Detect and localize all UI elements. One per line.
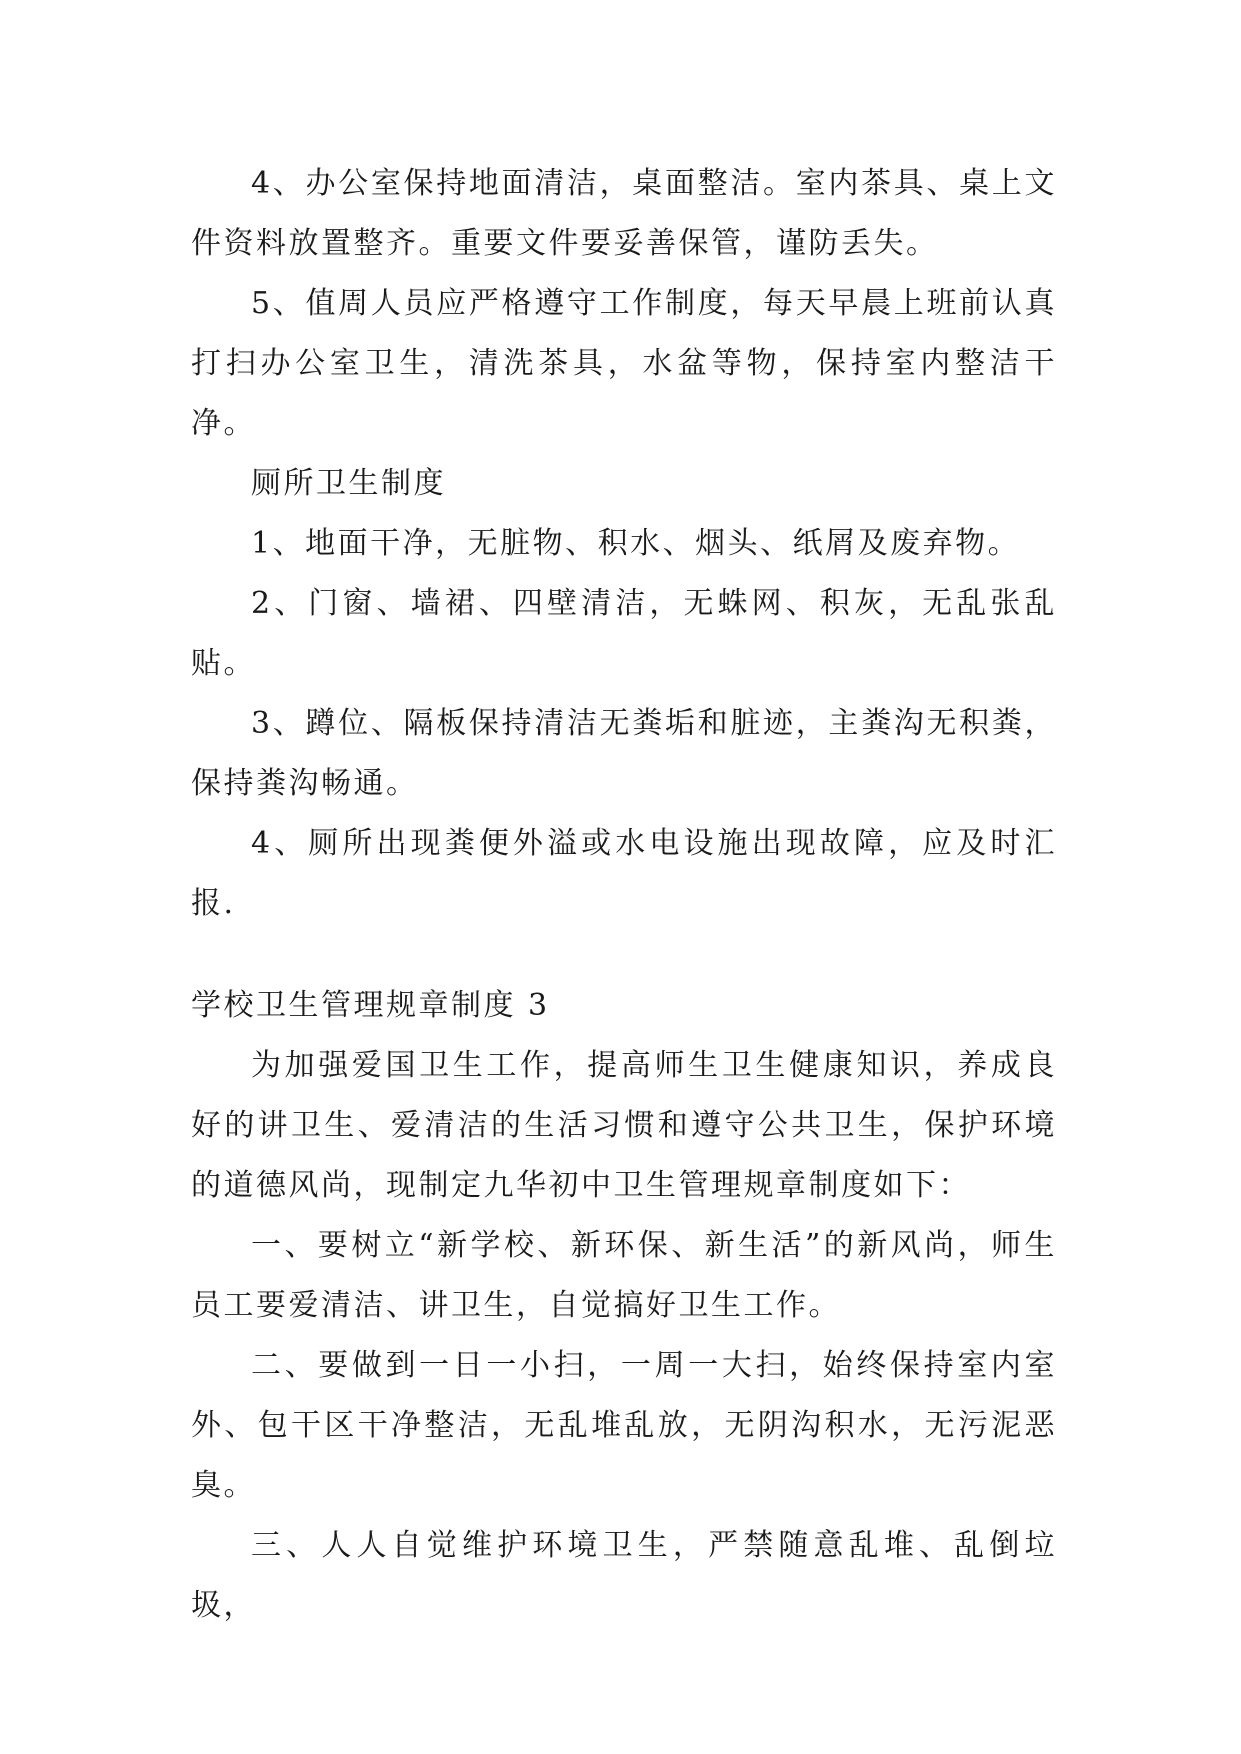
- section-rule-2: 二、要做到一日一小扫，一周一大扫，始终保持室内室外、包干区干净整洁，无乱堆乱放，无阴沟积水，无污泥恶臭。: [191, 1348, 1057, 1503]
- office-rule-5: 5、值周人员应严格遵守工作制度，每天早晨上班前认真打扫办公室卫生，清洗茶具，水盆等物，保持室内整洁干净。: [191, 286, 1057, 441]
- toilet-rule-3: 3、蹲位、隔板保持清洁无粪垢和脏迹，主粪沟无积粪，保持粪沟畅通。: [191, 706, 1057, 801]
- toilet-rule-4: 4、厕所出现粪便外溢或水电设施出现故障，应及时汇报.: [191, 826, 1057, 921]
- section-title: 学校卫生管理规章制度 3: [191, 988, 550, 1023]
- section-intro: 为加强爱国卫生工作，提高师生卫生健康知识，养成良好的讲卫生、爱清洁的生活习惯和遵守公共卫生，保护环境的道德风尚，现制定九华初中卫生管理规章制度如下：: [191, 1048, 1057, 1203]
- toilet-rule-1: 1、地面干净，无脏物、积水、烟头、纸屑及废弃物。: [251, 526, 1021, 561]
- office-rule-4: 4、办公室保持地面清洁，桌面整洁。室内茶具、桌上文件资料放置整齐。重要文件要妥善保管，谨防丢失。: [191, 166, 1057, 261]
- toilet-rule-2: 2、门窗、墙裙、四壁清洁，无蛛网、积灰，无乱张乱贴。: [191, 586, 1057, 681]
- section-rule-1: 一、要树立“新学校、新环保、新生活”的新风尚，师生员工要爱清洁、讲卫生，自觉搞好卫生工作。: [191, 1228, 1057, 1323]
- toilet-heading: 厕所卫生制度: [251, 466, 446, 501]
- section-rule-3: 三、人人自觉维护环境卫生，严禁随意乱堆、乱倒垃圾，: [191, 1528, 1057, 1623]
- document-body: [191, 154, 1057, 1636]
